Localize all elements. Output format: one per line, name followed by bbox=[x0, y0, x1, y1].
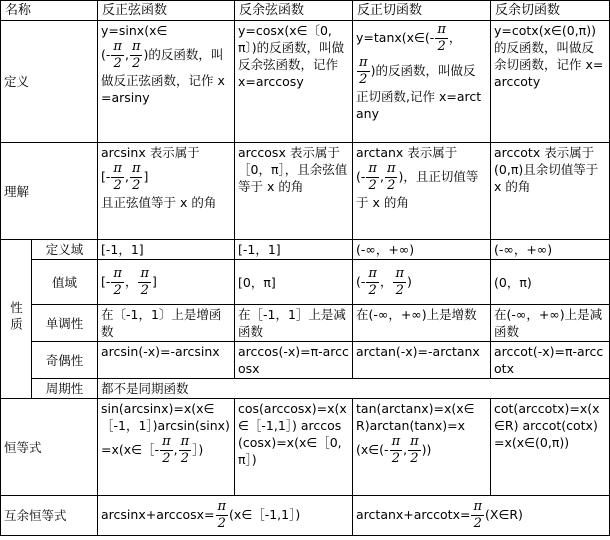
text: arctanx+arccotx= bbox=[356, 507, 471, 522]
text: [- bbox=[101, 169, 111, 184]
monotonicity-arctan: 在(-∞，+∞)上是增数 bbox=[353, 305, 491, 342]
numerator: π bbox=[131, 161, 141, 176]
text: )的反函数，叫做反正切函数,记作 x=arctany bbox=[356, 63, 482, 121]
parity-arcsin: arcsin(-x)=-arcsinx bbox=[98, 342, 235, 379]
parity-arccos: arccos(-x)=π-arccosx bbox=[235, 342, 353, 379]
numerator: π bbox=[410, 434, 419, 449]
denominator: 2 bbox=[113, 56, 122, 71]
pi-over-2-fraction bbox=[366, 161, 379, 194]
understanding-arccos: arccosx 表示属于［0，π］，且余弦值等于 x 的角 bbox=[235, 143, 353, 240]
complement-arctan-arccot bbox=[353, 496, 610, 536]
denominator: 2 bbox=[387, 178, 396, 193]
denominator: 2 bbox=[180, 451, 189, 466]
pi-over-2-fraction bbox=[160, 434, 173, 467]
pi-over-2-fraction bbox=[366, 266, 379, 299]
pi-over-2-fraction bbox=[111, 266, 124, 299]
text: , bbox=[124, 47, 129, 62]
properties-label bbox=[1, 240, 32, 399]
denominator: 2 bbox=[368, 178, 377, 193]
text: (- bbox=[356, 169, 366, 184]
text: ， bbox=[124, 273, 138, 289]
identity-label: 恒等式 bbox=[1, 399, 98, 496]
numerator: π bbox=[368, 161, 377, 176]
text: ］) bbox=[192, 442, 204, 457]
text: arcsinx+arccosx= bbox=[101, 507, 215, 522]
pi-over-2-fraction bbox=[111, 39, 124, 72]
pi-over-2-fraction bbox=[435, 22, 448, 55]
numerator: π bbox=[113, 265, 122, 281]
text: )的反函数，叫做反正弦函数，记作 x=arsiny bbox=[101, 47, 225, 105]
text: y=tanx(x∈(- bbox=[356, 30, 435, 45]
text: ， bbox=[448, 30, 462, 45]
denominator: 2 bbox=[132, 56, 141, 71]
header-arcsin: 反正弦函数 bbox=[98, 1, 235, 21]
numerator: π bbox=[131, 39, 141, 54]
understanding-arccot: arccotx 表示属于(0,π)且余切值等于 x 的角 bbox=[491, 143, 610, 240]
identity-arccos: cos(arccosx)=x(x∈［-1,1］) arccos(cosx)=x(x∈［0,π］) bbox=[235, 399, 353, 496]
text: (- bbox=[356, 273, 366, 289]
definition-arcsin bbox=[98, 21, 235, 143]
numerator: π bbox=[359, 55, 368, 70]
denominator: 2 bbox=[410, 451, 419, 466]
numerator: π bbox=[391, 434, 401, 449]
text: (x∈(- bbox=[356, 442, 389, 457]
numerator: π bbox=[113, 39, 122, 54]
parity-row bbox=[1, 342, 610, 379]
numerator: π bbox=[368, 265, 377, 281]
properties-label-text: 性质 bbox=[8, 300, 24, 334]
pi-over-2-fraction bbox=[408, 434, 421, 467]
identity-arctan bbox=[353, 399, 491, 496]
text: (X∈R) bbox=[485, 507, 523, 522]
monotonicity-arcsin: 在〔-1，1〕上是增函数 bbox=[98, 305, 235, 342]
understanding-row bbox=[1, 143, 610, 240]
range-label: 值域 bbox=[32, 260, 98, 305]
range-arccot: (0，π) bbox=[491, 260, 610, 305]
text: ] bbox=[143, 169, 149, 184]
complement-row bbox=[1, 496, 610, 536]
text: tan(arctanx)=x(x∈R)arctan(tanx)=x bbox=[356, 401, 475, 433]
text: [- bbox=[101, 273, 111, 289]
text: ， bbox=[379, 273, 393, 289]
domain-arcsin: [-1，1] bbox=[98, 240, 235, 260]
definition-arccos: y=cosx(x∈〔0,π〕)的反函数，叫做反余弦函数，记作 x=arccosy bbox=[235, 21, 353, 143]
identity-row bbox=[1, 399, 610, 496]
numerator: π bbox=[217, 499, 227, 514]
numerator: π bbox=[113, 161, 122, 176]
header-arccot: 反余切函数 bbox=[491, 1, 610, 21]
denominator: 2 bbox=[113, 178, 122, 193]
understanding-label: 理解 bbox=[1, 143, 98, 240]
denominator: 2 bbox=[473, 516, 482, 531]
parity-label: 奇偶性 bbox=[32, 342, 98, 379]
numerator: π bbox=[437, 22, 446, 37]
text: , bbox=[403, 442, 408, 457]
definition-arccot: y=cotx(x∈(0,π))的反函数，叫做反余切函数，记作 x=arccoty bbox=[491, 21, 610, 143]
denominator: 2 bbox=[359, 72, 368, 87]
identity-arcsin bbox=[98, 399, 235, 496]
pi-over-2-fraction bbox=[471, 499, 484, 532]
header-arccos: 反余弦函数 bbox=[235, 1, 353, 21]
range-row bbox=[1, 260, 610, 305]
range-arcsin bbox=[98, 260, 235, 305]
pi-over-2-fraction bbox=[357, 55, 370, 88]
pi-over-2-fraction bbox=[393, 266, 406, 299]
numerator: π bbox=[180, 434, 190, 449]
denominator: 2 bbox=[437, 39, 446, 54]
text: (- bbox=[101, 47, 111, 62]
denominator: 2 bbox=[140, 282, 149, 298]
text: (x∈［-1,1］) bbox=[229, 507, 301, 522]
monotonicity-arccot: 在(-∞，+∞)上是减函数 bbox=[491, 305, 610, 342]
complement-label: 互余恒等式 bbox=[1, 496, 98, 536]
pi-over-2-fraction bbox=[130, 39, 143, 72]
monotonicity-arccos: 在［-1，1］上是减函数 bbox=[235, 305, 353, 342]
text: ) bbox=[407, 273, 412, 289]
denominator: 2 bbox=[162, 451, 171, 466]
identity-arccot: cot(arccotx)=x(x∈R) arccot(cotx)=x(x∈(0,π)) bbox=[491, 399, 610, 496]
denominator: 2 bbox=[113, 282, 122, 298]
numerator: π bbox=[162, 434, 171, 449]
domain-label: 定义域 bbox=[32, 240, 98, 260]
range-arctan bbox=[353, 260, 491, 305]
monotonicity-row bbox=[1, 305, 610, 342]
text: 且正弦值等于 x 的角 bbox=[101, 195, 217, 210]
text: arctanx 表示属于 bbox=[356, 145, 458, 160]
definition-label: 定义 bbox=[1, 21, 98, 143]
pi-over-2-fraction bbox=[179, 434, 192, 467]
text: ] bbox=[152, 273, 157, 289]
numerator: π bbox=[140, 265, 150, 281]
pi-over-2-fraction bbox=[130, 161, 143, 194]
denominator: 2 bbox=[132, 178, 141, 193]
periodicity-label: 周期性 bbox=[32, 379, 98, 399]
header-name: 名称 bbox=[1, 1, 98, 21]
complement-arcsin-arccos bbox=[98, 496, 353, 536]
pi-over-2-fraction bbox=[138, 266, 151, 299]
pi-over-2-fraction bbox=[390, 434, 403, 467]
parity-arctan: arctan(-x)=-arctanx bbox=[353, 342, 491, 379]
understanding-arctan bbox=[353, 143, 491, 240]
understanding-arcsin bbox=[98, 143, 235, 240]
denominator: 2 bbox=[217, 516, 226, 531]
periodicity-row bbox=[1, 379, 610, 399]
text: )) bbox=[421, 442, 432, 457]
numerator: π bbox=[395, 265, 405, 281]
domain-arccot: (-∞，+∞) bbox=[491, 240, 610, 260]
pi-over-2-fraction bbox=[111, 161, 124, 194]
periodicity-text: 都不是同期函数 bbox=[98, 379, 610, 399]
text: )，且正切值等于 x 的角 bbox=[356, 169, 479, 210]
text: , bbox=[173, 442, 178, 457]
domain-row bbox=[1, 240, 610, 260]
numerator: π bbox=[473, 499, 483, 514]
monotonicity-label: 单调性 bbox=[32, 305, 98, 342]
numerator: π bbox=[386, 161, 396, 176]
pi-over-2-fraction bbox=[385, 161, 398, 194]
parity-arccot: arccot(-x)=π-arccotx bbox=[491, 342, 610, 379]
text: y=sinx(x∈ bbox=[101, 23, 168, 38]
text: sin(arcsinx)=x(x∈［-1，1］)arcsin(sinx)=x(x∈［- bbox=[101, 401, 230, 457]
domain-arctan: (-∞，+∞) bbox=[353, 240, 491, 260]
text: , bbox=[379, 169, 384, 184]
text: , bbox=[124, 169, 129, 184]
definition-arctan bbox=[353, 21, 491, 143]
denominator: 2 bbox=[391, 451, 400, 466]
text: arcsinx 表示属于 bbox=[101, 145, 200, 160]
denominator: 2 bbox=[395, 282, 404, 298]
header-arctan: 反正切函数 bbox=[353, 1, 491, 21]
definition-row bbox=[1, 21, 610, 143]
pi-over-2-fraction bbox=[216, 499, 229, 532]
header-row bbox=[1, 1, 610, 21]
range-arccos: [0，π] bbox=[235, 260, 353, 305]
domain-arccos: [-1，1] bbox=[235, 240, 353, 260]
denominator: 2 bbox=[368, 282, 377, 298]
